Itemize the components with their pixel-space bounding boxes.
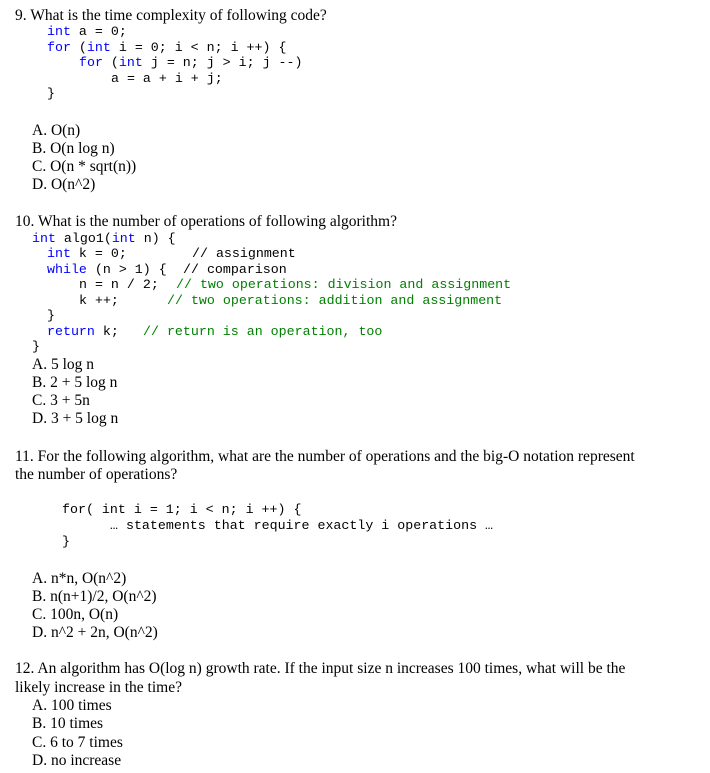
keyword: for	[79, 55, 103, 70]
q11-question-line-1: 11. For the following algorithm, what are the number of operations and the big-O notation represent	[15, 448, 635, 465]
q12-option-c: C. 6 to 7 times	[32, 734, 123, 751]
q10-code-line-2	[47, 246, 127, 262]
keyword: int	[47, 246, 71, 261]
code-text: (n > 1) {	[86, 262, 167, 277]
q11-code-line-1	[62, 502, 301, 518]
keyword: int	[86, 40, 111, 55]
q9-option-b: B. O(n log n)	[32, 140, 115, 157]
q11-code-line-3: }	[62, 534, 70, 549]
code-text: k;	[94, 324, 119, 339]
q10-option-a: A. 5 log n	[32, 356, 94, 373]
q10-comment-division: // two operations: division and assignment	[176, 277, 512, 292]
q10-option-d: D. 3 + 5 log n	[32, 410, 119, 427]
code-text: (	[102, 55, 119, 70]
q9-code-line-4: a = a + i + j;	[111, 71, 223, 86]
keyword: while	[47, 262, 87, 277]
q11-option-d: D. n^2 + 2n, O(n^2)	[32, 624, 158, 641]
code-text: i = 0; i < n; i ++) {	[110, 40, 287, 55]
keyword: return	[47, 324, 95, 339]
q9-code-line-2	[47, 40, 286, 56]
code-text: (	[85, 502, 102, 517]
code-text: n) {	[135, 231, 176, 246]
keyword: int	[32, 231, 56, 246]
q9-option-c: C. O(n * sqrt(n))	[32, 158, 137, 175]
q10-code-line-1	[32, 231, 176, 247]
q12-option-a: A. 100 times	[32, 697, 112, 714]
q10-comment-comparison: // comparison	[183, 262, 287, 277]
q9-option-d: D. O(n^2)	[32, 176, 96, 193]
q11-option-b: B. n(n+1)/2, O(n^2)	[32, 588, 157, 605]
q10-code-line-7	[47, 324, 119, 340]
q10-code-line-8: }	[32, 339, 40, 354]
code-text: k = 0;	[70, 246, 127, 261]
q12-question-line-2: likely increase in the time?	[15, 679, 182, 696]
q12-question-line-1: 12. An algorithm has O(log n) growth rate. If the input size n increases 100 times, what will be the	[15, 660, 626, 677]
q9-option-a: A. O(n)	[32, 122, 81, 139]
q10-code-line-6: }	[47, 308, 55, 323]
q11-option-a: A. n*n, O(n^2)	[32, 570, 127, 587]
q10-code-line-5: k ++;	[79, 293, 119, 308]
keyword: for	[47, 40, 71, 55]
q10-comment-addition: // two operations: addition and assignment	[167, 293, 503, 308]
q9-code-line-1	[47, 24, 127, 40]
q10-comment-return: // return is an operation, too	[143, 324, 383, 339]
keyword: int	[118, 55, 143, 70]
q12-option-d: D. no increase	[32, 752, 122, 769]
code-text: j = n; j > i; j --)	[142, 55, 303, 70]
q10-comment-assignment: // assignment	[192, 246, 296, 261]
q10-code-line-3	[47, 262, 167, 278]
code-text: a = 0;	[70, 24, 127, 39]
q10-code-line-4: n = n / 2;	[79, 277, 159, 292]
q11-code-line-2: … statements that require exactly i operations …	[110, 518, 494, 533]
code-keyword: for	[62, 502, 86, 517]
code-text: (	[70, 40, 87, 55]
q10-option-b: B. 2 + 5 log n	[32, 374, 118, 391]
q9-code-line-5: }	[47, 86, 55, 101]
q9-question: 9. What is the time complexity of following code?	[15, 7, 327, 24]
q11-question-line-2: the number of operations?	[15, 466, 178, 483]
q10-option-c: C. 3 + 5n	[32, 392, 90, 409]
code-text: algo1(	[55, 231, 112, 246]
keyword: int	[47, 24, 71, 39]
keyword: int	[111, 231, 136, 246]
code-text: i = 1; i < n; i ++) {	[125, 502, 302, 517]
q9-code-line-3	[79, 55, 302, 71]
q12-option-b: B. 10 times	[32, 715, 104, 732]
q10-question: 10. What is the number of operations of following algorithm?	[15, 213, 397, 230]
code-keyword: int	[101, 502, 126, 517]
q11-option-c: C. 100n, O(n)	[32, 606, 119, 623]
